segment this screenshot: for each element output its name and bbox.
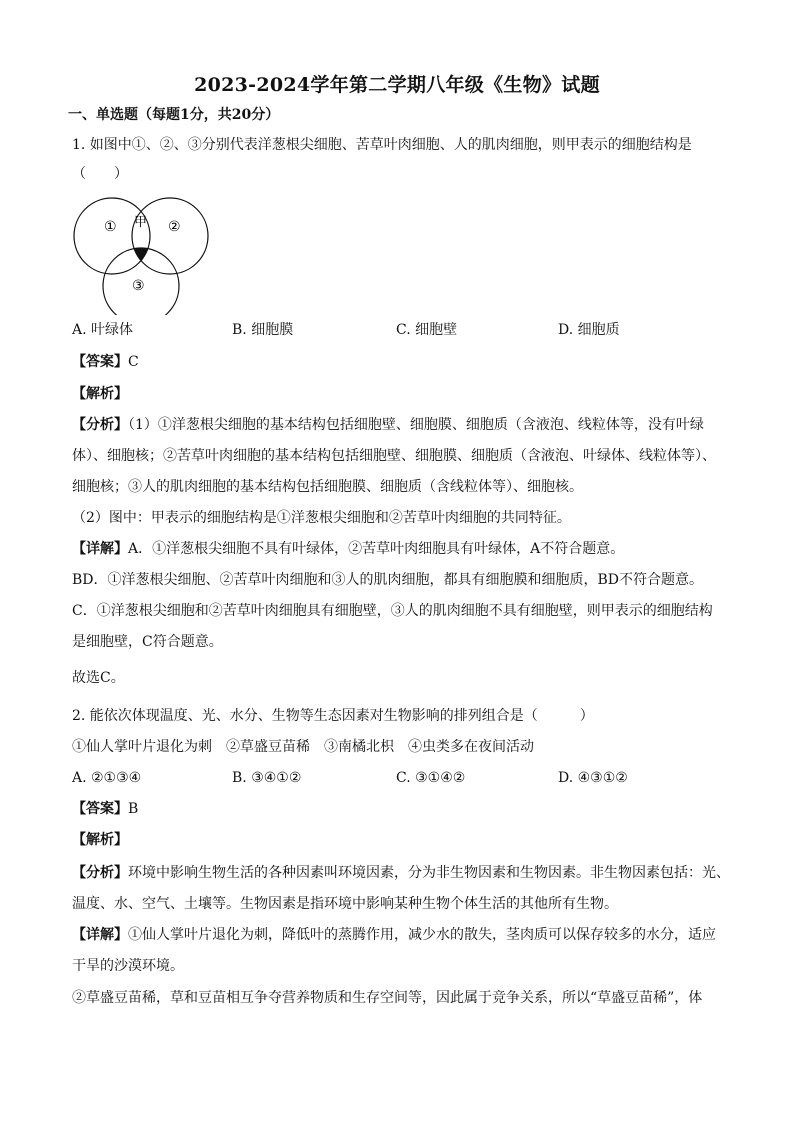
xiangjie-tag: 【详解】 (72, 927, 128, 943)
q2-answer-line (72, 799, 138, 819)
section-heading: 一、单选题（每题1分，共20分） (68, 107, 280, 123)
q1-xiangjie-line-3: C．①洋葱根尖细胞和②苦草叶肉细胞具有细胞壁，③人的肌肉细胞不具有细胞壁，则甲表示的细胞结构 (72, 603, 713, 619)
q1-analysis-tag: 【解析】 (72, 386, 128, 402)
page-title: 2023-2024学年第二学期八年级《生物》试题 (194, 74, 600, 96)
venn-diagram (68, 190, 218, 315)
answer-tag: 【答案】 (72, 354, 128, 370)
q1-xiangjie-text-1: A．①洋葱根尖细胞不具有叶绿体，②苦草叶肉细胞具有叶绿体，A不符合题意。 (128, 541, 625, 557)
venn-label-3: ③ (132, 278, 145, 294)
q2-xiangjie-line-1 (72, 925, 716, 945)
q1-option-d: D. 细胞质 (558, 322, 620, 338)
q2-xiangjie-line-3: ②草盛豆苗稀，草和豆苗相互争夺营养物质和生存空间等，因此属于竞争关系，所以“草盛豆苗稀”，体 (72, 990, 703, 1006)
venn-label-1: ① (104, 219, 117, 235)
q1-answer: C (128, 354, 139, 370)
q1-answer-line (72, 352, 139, 372)
q2-xiangjie-text-1: ①仙人掌叶片退化为刺，降低叶的蒸腾作用，减少水的散失，茎肉质可以保存较多的水分，适应 (128, 927, 716, 943)
q1-xiangjie-line-2: BD．①洋葱根尖细胞、②苦草叶肉细胞和③人的肌肉细胞，都具有细胞膜和细胞质，BD不符合题意。 (72, 572, 704, 588)
q1-fenxi-line-3: 细胞核；③人的肌肉细胞的基本结构包括细胞膜、细胞质（含线粒体等）、细胞核。 (72, 479, 583, 495)
q1-option-c: C. 细胞壁 (396, 322, 458, 338)
q2-fenxi-line-1 (72, 863, 730, 883)
fenxi-tag: 【分析】 (72, 417, 128, 433)
q2-items: ①仙人掌叶片退化为刺 ②草盛豆苗稀 ③南橘北枳 ④虫类多在夜间活动 (72, 739, 534, 755)
q1-option-b: B. 细胞膜 (232, 322, 294, 338)
q2-fenxi-line-2: 温度、水、空气、土壤等。生物因素是指环境中影响某种生物个体生活的其他所有生物。 (72, 896, 618, 912)
q2-option-a: A. ②①③④ (72, 770, 142, 786)
q1-fenxi-line-2: 体）、细胞核；②苦草叶肉细胞的基本结构包括细胞壁、细胞膜、细胞质（含液泡、叶绿体、线粒体等）、 (72, 448, 716, 464)
answer-tag: 【答案】 (72, 801, 128, 817)
q2-answer: B (128, 801, 139, 817)
venn-label-center: 甲 (134, 215, 148, 230)
venn-circle-2 (132, 198, 208, 274)
q2-analysis-tag: 【解析】 (72, 832, 128, 848)
q1-fenxi-line-4: （2）图中：甲表示的细胞结构是①洋葱根尖细胞和②苦草叶肉细胞的共同特征。 (72, 510, 571, 526)
q1-stem: 1. 如图中①、②、③分别代表洋葱根尖细胞、苦草叶肉细胞、人的肌肉细胞，则甲表示的细胞结构是 (72, 137, 692, 153)
venn-circle-1 (74, 198, 150, 274)
q2-option-c: C. ③①④② (396, 770, 466, 786)
q1-xiangjie-line-1 (72, 539, 624, 559)
fenxi-tag: 【分析】 (72, 865, 128, 881)
q1-xiangjie-line-4: 是细胞壁，C符合题意。 (72, 634, 223, 650)
q2-fenxi-text-1: 环境中影响生物生活的各种因素叫环境因素，分为非生物因素和生物因素。非生物因素包括：光、 (128, 865, 730, 881)
q1-option-a: A. 叶绿体 (72, 322, 134, 338)
q2-option-d: D. ④③①② (558, 770, 628, 786)
venn-label-2: ② (168, 219, 181, 235)
q1-fenxi-line-1 (72, 415, 704, 435)
q1-answer-paren: （ ） (72, 166, 128, 182)
q1-conclusion: 故选C。 (72, 670, 125, 686)
q2-option-b: B. ③④①② (232, 770, 302, 786)
q1-fenxi-text-1: （1）①洋葱根尖细胞的基本结构包括细胞壁、细胞膜、细胞质（含液泡、线粒体等，没有叶绿 (128, 417, 704, 433)
xiangjie-tag: 【详解】 (72, 541, 128, 557)
q2-stem: 2. 能依次体现温度、光、水分、生物等生态因素对生物影响的排列组合是（ ） (72, 708, 594, 724)
q2-xiangjie-line-2: 干旱的沙漠环境。 (72, 958, 184, 974)
